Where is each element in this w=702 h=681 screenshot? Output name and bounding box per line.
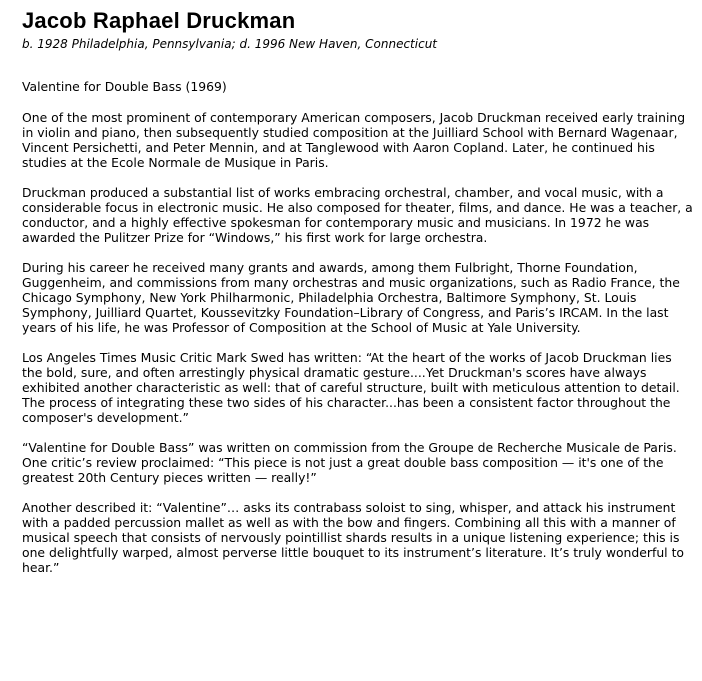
paragraph-commission: “Valentine for Double Bass” was written on commission from the Groupe de Recherche Musicale de Paris. One critic’s review proclaimed: “This piece is not just a great double bass composition — it's one of the greatest 20th Century pieces written — really!” <box>22 440 677 485</box>
paragraph-works: Druckman produced a substantial list of works embracing orchestral, chamber, and vocal music, with a considerable focus in electronic music. He also composed for theater, films, and dance. He was a teacher, a conductor, and a highly effective spokesman for contemporary music and musicians. In 1972 he was awarded the Pulitzer Prize for “Windows,” his first work for large orchestra. <box>22 185 693 245</box>
work-title: Valentine for Double Bass (1969) <box>22 79 227 94</box>
paragraph-training: One of the most prominent of contemporary American composers, Jacob Druckman received early training in violin and piano, then subsequently studied composition at the Juilliard School with Bernard Wagenaar, Vincent Persichetti, and Peter Mennin, and at Tanglewood with Aaron Copland. Later, he continued his studies at the Ecole Normale de Musique in Paris. <box>22 110 686 170</box>
paragraph-awards: During his career he received many grants and awards, among them Fulbright, Thorne Foundation, Guggenheim, and commissions from many orchestras and music organizations, such as Radio France, the Chicago Symphony, New York Philharmonic, Philadelphia Orchestra, Baltimore Symphony, St. Louis Symphony, Juilliard Quartet, Koussevitzky Foundation–Library of Congress, and Paris’s IRCAM. In the last years of his life, he was Professor of Composition at the School of Music at Yale University. <box>22 260 680 335</box>
composer-dates: b. 1928 Philadelphia, Pennsylvania; d. 1996 New Haven, Connecticut <box>22 37 438 51</box>
paragraph-review: Another described it: “Valentine”… asks its contrabass soloist to sing, whisper, and attack his instrument with a padded percussion mallet as well as with the bow and fingers. Combining all this with a manner of musical speech that consists of nervously pointillist shards results in a unique listening experience; this is one delightfully warped, almost perverse little bouquet to its instrument’s literature. It’s truly wonderful to hear.” <box>22 500 685 575</box>
paragraph-critic-quote: Los Angeles Times Music Critic Mark Swed has written: “At the heart of the works of Jacob Druckman lies the bold, sure, and often arrestingly physical dramatic gesture....Yet Druckman's scores have always exhibited another characteristic as well: that of careful structure, built with meticulous attention to detail. The process of integrating these two sides of his character...has been a consistent factor throughout the composer's development.” <box>22 350 680 425</box>
composer-name: Jacob Raphael Druckman <box>22 8 296 33</box>
